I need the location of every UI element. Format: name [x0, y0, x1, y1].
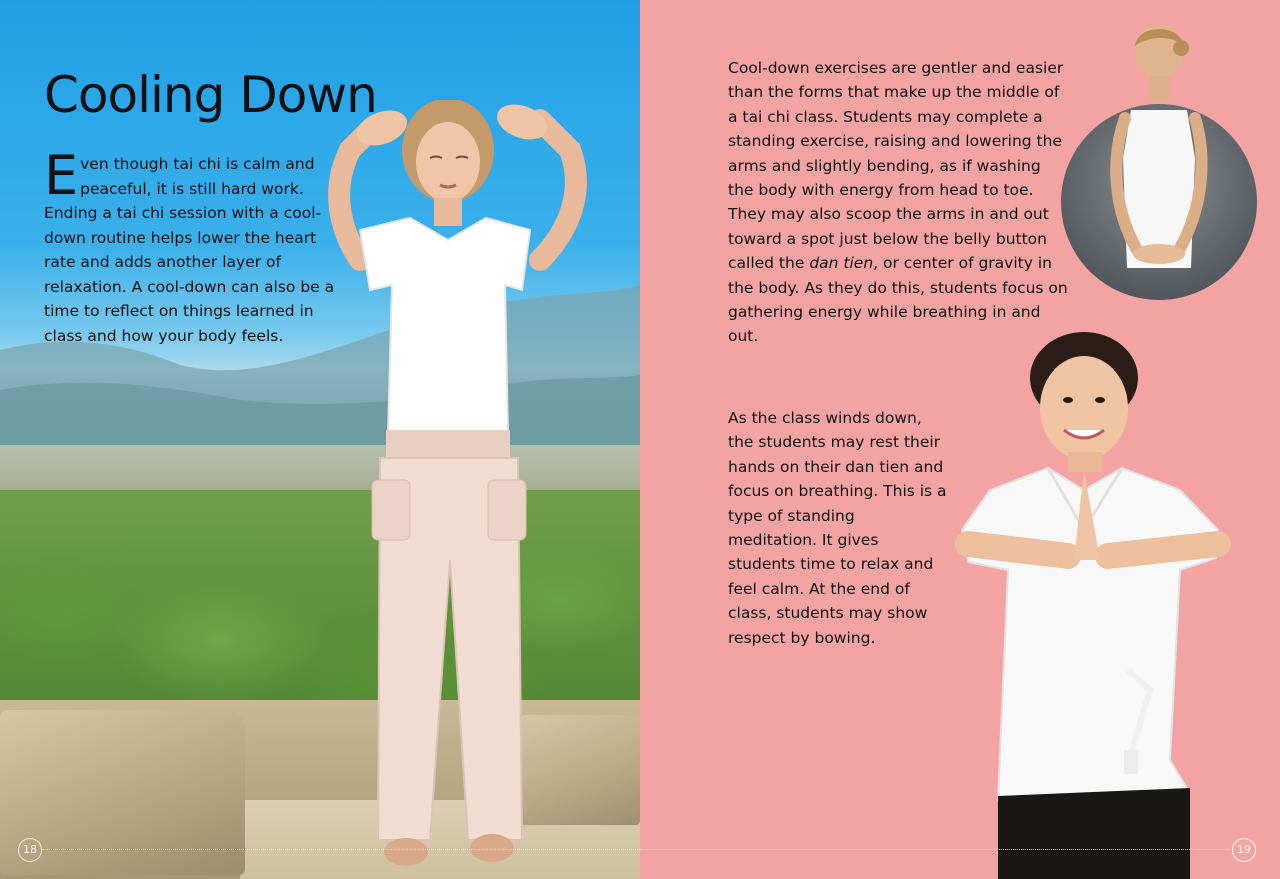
paragraph-cooldown-exercises [728, 56, 1068, 349]
footer-rule-right [640, 849, 1230, 850]
page-number-left: 18 [18, 838, 42, 862]
woman-standing-figure [1061, 18, 1257, 300]
drop-cap: E [44, 144, 79, 207]
dan-tien-term: dan tien [809, 254, 874, 273]
paragraph-class-winds-down: As the class winds down, the students may rest their hands on their dan tien and focus on breathing. This is a type of standing meditation. It gives students time to relax and feel calm. At the end of class, students may show respect by bowing. [728, 409, 947, 647]
paragraph1-text-b: , or center of gravity in the body. As they do this, students focus on gathering energy while breathing in and out. [728, 254, 1068, 346]
woman-tai-chi-photo [300, 100, 600, 879]
page-title: Cooling Down [44, 66, 377, 124]
page-number-right: 19 [1232, 838, 1256, 862]
footer-rule-left [42, 849, 640, 850]
intro-text: ven though tai chi is calm and peaceful, it is still hard work. Ending a tai chi session with a cool-down routine helps lower the heart rate and adds another layer of relaxation. A cool-down can also be a time to reflect on things learned in class and how your body feels. [44, 155, 335, 345]
right-page [640, 0, 1280, 879]
paragraph1-text-a: Cool-down exercises are gentler and easier than the forms that make up the middle of a tai chi class. Students may complete a standing exercise, raising and lowering the arms and slightly bending, as if washing the body with energy from head to toe. They may also scoop the arms in and out toward a spot just below the belly button called the [728, 59, 1064, 273]
woman-bowing-photo [918, 330, 1280, 879]
intro-paragraph [44, 144, 336, 348]
